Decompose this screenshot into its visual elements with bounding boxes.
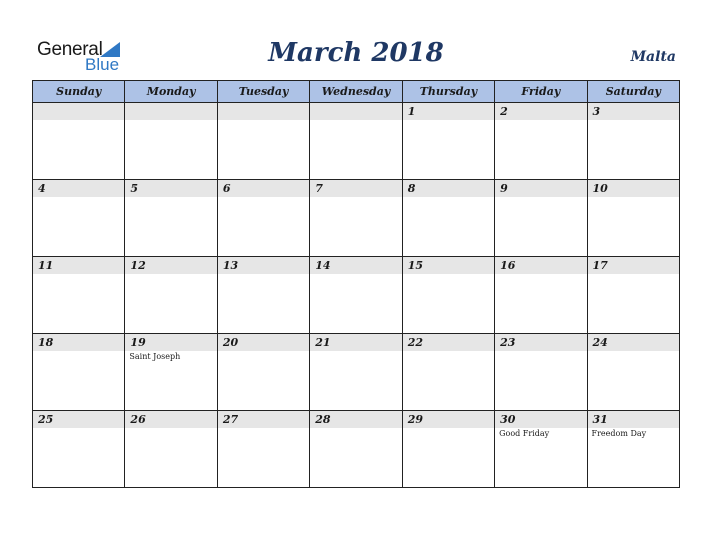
day-cell <box>310 257 402 334</box>
day-number: 26 <box>125 411 216 428</box>
logo-text-general: General <box>37 39 103 60</box>
day-number: 14 <box>310 257 401 274</box>
day-number <box>218 103 309 120</box>
day-cell <box>402 257 494 334</box>
day-cell <box>495 103 587 180</box>
day-number: 15 <box>403 257 494 274</box>
day-number: 18 <box>33 334 124 351</box>
day-number <box>33 103 124 120</box>
day-number: 27 <box>218 411 309 428</box>
day-number: 5 <box>125 180 216 197</box>
day-number: 31 <box>588 411 679 428</box>
day-number: 7 <box>310 180 401 197</box>
day-number: 8 <box>403 180 494 197</box>
day-number: 6 <box>218 180 309 197</box>
day-cell <box>33 257 125 334</box>
week-row <box>33 411 680 488</box>
week-row <box>33 103 680 180</box>
day-cell <box>125 103 217 180</box>
day-number: 23 <box>495 334 586 351</box>
day-number: 25 <box>33 411 124 428</box>
day-cell <box>310 103 402 180</box>
weekday-saturday: Saturday <box>587 81 679 103</box>
day-number: 12 <box>125 257 216 274</box>
day-cell <box>217 411 309 488</box>
country-label: Malta <box>630 49 676 65</box>
day-cell <box>33 411 125 488</box>
day-cell <box>587 103 679 180</box>
week-row <box>33 180 680 257</box>
day-cell <box>33 334 125 411</box>
day-number: 1 <box>403 103 494 120</box>
day-cell <box>125 257 217 334</box>
day-cell <box>587 257 679 334</box>
holiday-label: Good Friday <box>499 429 550 438</box>
day-number: 10 <box>588 180 679 197</box>
day-number: 20 <box>218 334 309 351</box>
weekday-header-row <box>33 81 680 103</box>
day-cell <box>125 411 217 488</box>
holiday-label: Freedom Day <box>591 429 647 438</box>
day-number: 17 <box>588 257 679 274</box>
calendar-title: March 2018 <box>268 38 444 68</box>
day-cell <box>310 180 402 257</box>
weekday-sunday: Sunday <box>33 81 125 103</box>
day-cell <box>402 180 494 257</box>
day-cell <box>495 257 587 334</box>
day-cell <box>217 334 309 411</box>
logo-text-blue: Blue <box>85 55 120 74</box>
day-cell <box>33 103 125 180</box>
weekday-friday: Friday <box>495 81 587 103</box>
day-number: 4 <box>33 180 124 197</box>
week-row <box>33 257 680 334</box>
day-cell <box>310 334 402 411</box>
day-number <box>310 103 401 120</box>
day-number <box>125 103 216 120</box>
day-cell <box>125 180 217 257</box>
day-cell <box>402 334 494 411</box>
day-number: 9 <box>495 180 586 197</box>
day-cell <box>217 180 309 257</box>
day-cell <box>587 180 679 257</box>
day-number: 3 <box>588 103 679 120</box>
weekday-tuesday: Tuesday <box>217 81 309 103</box>
weekday-monday: Monday <box>125 81 217 103</box>
calendar-grid <box>32 80 680 488</box>
day-number: 24 <box>588 334 679 351</box>
day-cell <box>217 103 309 180</box>
day-number: 29 <box>403 411 494 428</box>
day-cell <box>402 411 494 488</box>
day-number: 16 <box>495 257 586 274</box>
day-cell <box>125 334 217 411</box>
weekday-thursday: Thursday <box>402 81 494 103</box>
week-row <box>33 334 680 411</box>
day-number: 2 <box>495 103 586 120</box>
day-number: 19 <box>125 334 216 351</box>
day-number: 11 <box>33 257 124 274</box>
day-number: 28 <box>310 411 401 428</box>
day-cell <box>495 334 587 411</box>
holiday-label: Saint Joseph <box>129 352 181 361</box>
day-cell <box>587 411 679 488</box>
weekday-wednesday: Wednesday <box>310 81 402 103</box>
day-cell <box>217 257 309 334</box>
day-number: 30 <box>495 411 586 428</box>
day-number: 22 <box>403 334 494 351</box>
day-cell <box>310 411 402 488</box>
day-cell <box>495 411 587 488</box>
day-cell <box>402 103 494 180</box>
day-cell <box>587 334 679 411</box>
day-number: 13 <box>218 257 309 274</box>
day-cell <box>495 180 587 257</box>
day-cell <box>33 180 125 257</box>
day-number: 21 <box>310 334 401 351</box>
